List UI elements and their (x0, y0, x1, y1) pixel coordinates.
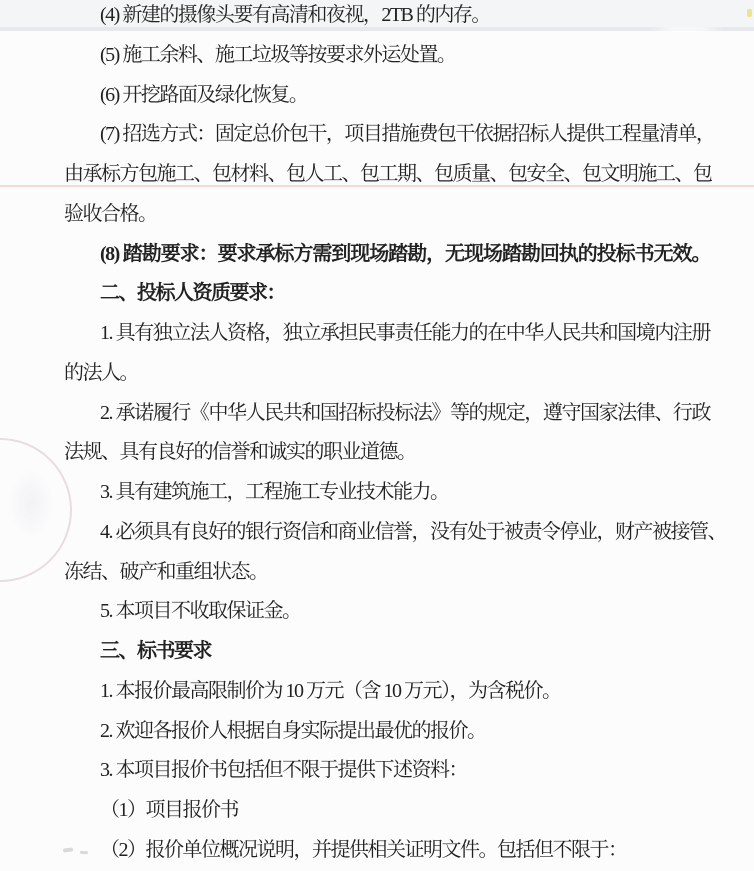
document-line: (7) 招选方式：固定总价包干，项目措施费包干依据招标人提供工程量清单， (100, 123, 715, 146)
document-line: 1. 具有独立法人资格，独立承担民事责任能力的在中华人民共和国境内注册 (100, 322, 710, 344)
document-text (64, 0, 726, 871)
document-line: 2. 承诺履行《中华人民共和国招标投标法》等的规定，遵守国家法律、行政 (100, 401, 710, 424)
document-line: 4. 必须具有良好的银行资信和商业信誉，没有处于被责令停业，财产被接管、 (100, 520, 726, 543)
stamp-seal-arc (0, 438, 72, 582)
scan-artifact-dot (747, 9, 752, 17)
document-line: 3. 本项目报价书包括但不限于提供下述资料： (100, 759, 467, 782)
document-line: （1）项目报价书 (100, 799, 238, 821)
document-line: 验收合格。 (64, 202, 157, 225)
document-line: 5. 本项目不收取保证金。 (100, 600, 301, 623)
document-line: 法规、具有良好的信誉和诚实的职业道德。 (64, 441, 416, 464)
document-line: (5) 施工余料、施工垃圾等按要求外运处置。 (100, 43, 456, 66)
document-line: 2. 欢迎各报价人根据自身实际提出最优的报价。 (100, 719, 486, 742)
document-line: 由承标方包施工、包材料、包人工、包工期、包质量、包安全、包文明施工、包 (64, 163, 712, 185)
document-line: 1. 本报价最高限制价为 10 万元（含 10 万元），为含税价。 (100, 679, 561, 702)
document-line: (6) 开挖路面及绿化恢复。 (100, 83, 308, 106)
document-line: （2）报价单位概况说明，并提供相关证明文件。包括但不限于： (100, 838, 627, 861)
document-line: 三、标书要求 (100, 640, 211, 662)
document-line: (8) 踏勘要求：要求承标方需到现场踏勘，无现场踏勘回执的投标书无效。 (100, 242, 710, 265)
document-line: 二、投标人资质要求： (100, 282, 285, 305)
document-line: 的法人。 (64, 361, 138, 384)
document-line: (4) 新建的摄像头要有高清和夜视，2TB 的内存。 (100, 4, 490, 26)
document-line: 3. 具有建筑施工，工程施工专业技术能力。 (100, 481, 449, 503)
document-line: 冻结、破产和重组状态。 (64, 560, 268, 583)
